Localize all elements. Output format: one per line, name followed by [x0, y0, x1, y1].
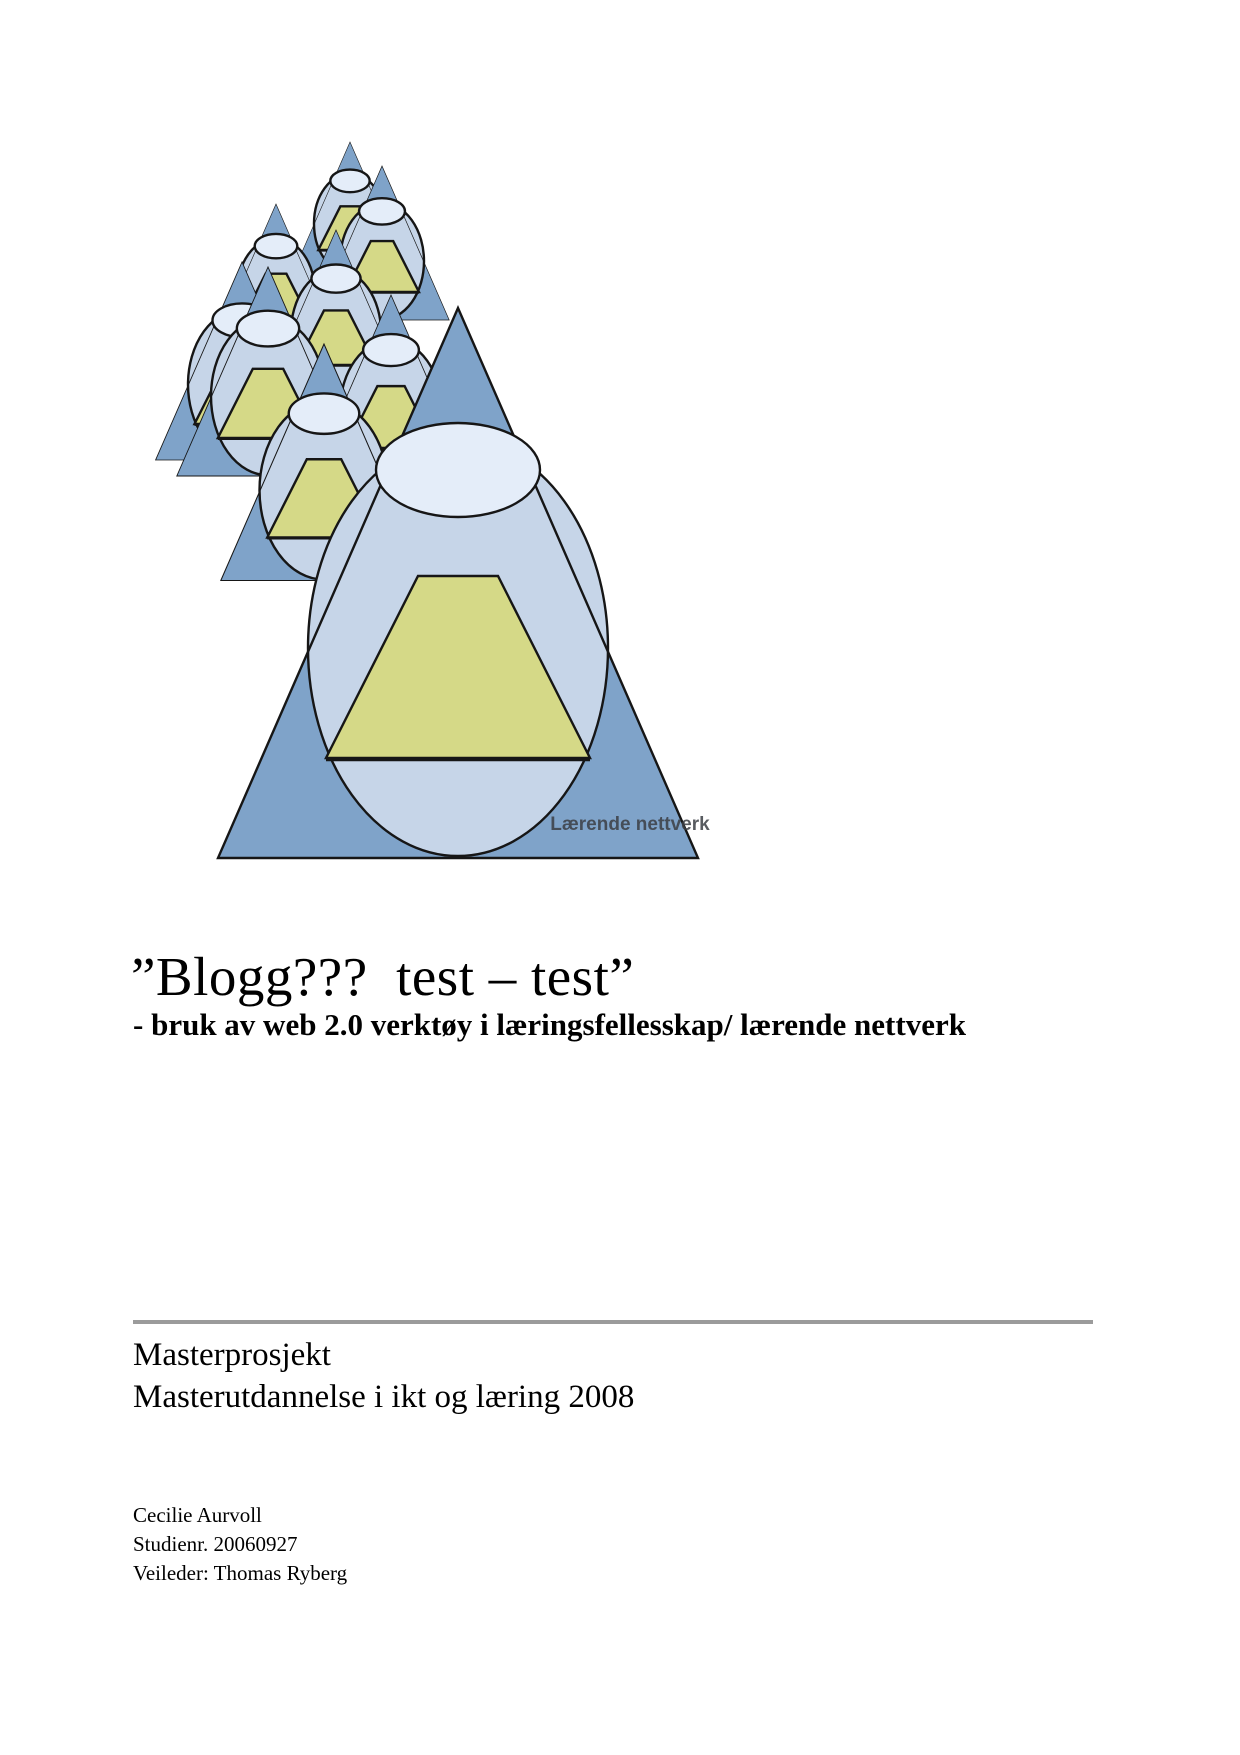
document-title: ”Blogg??? test – test”: [131, 946, 635, 1007]
cone-units: [156, 142, 711, 858]
author-name: Cecilie Aurvoll: [133, 1503, 262, 1527]
program-line-degree: Masterutdannelse i ikt og læring 2008: [133, 1379, 635, 1415]
figure-label: Lærende nettverk: [550, 814, 710, 835]
document-subtitle: - bruk av web 2.0 verktøy i læringsfellesskap/ lærende nettverk: [133, 1007, 966, 1042]
author-block: [133, 1501, 347, 1588]
horizontal-divider: [133, 1320, 1093, 1324]
author-supervisor: Veileder: Thomas Ryberg: [133, 1561, 348, 1585]
program-line-project: Masterprosjekt: [133, 1337, 331, 1373]
learning-network-figure: [118, 126, 722, 870]
author-student-number: Studienr. 20060927: [133, 1532, 298, 1556]
program-block: [133, 1334, 634, 1418]
